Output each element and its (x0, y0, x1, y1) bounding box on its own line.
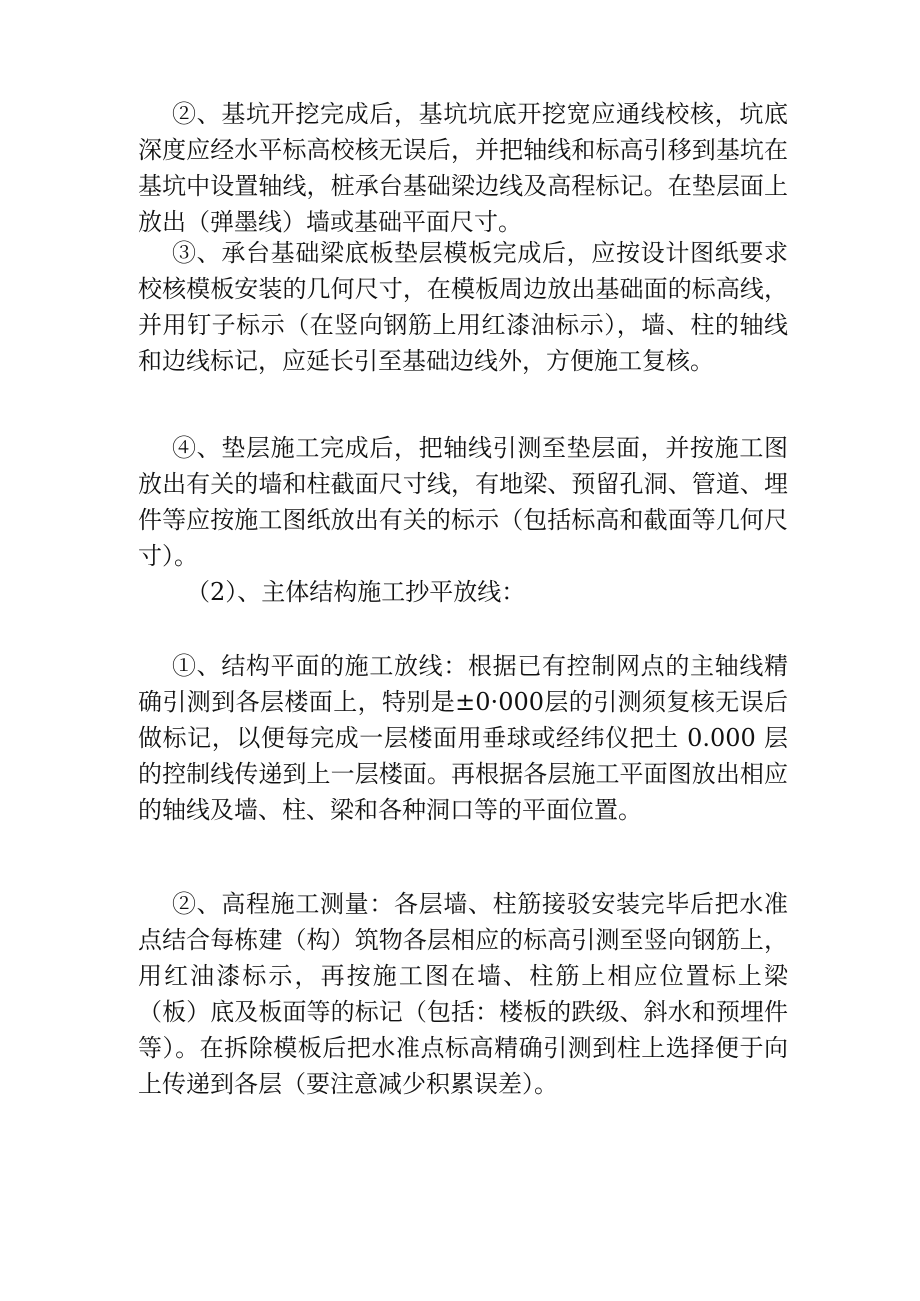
section-heading-main-structure: （2）、主体结构施工抄平放线： (186, 578, 526, 606)
paragraph-formwork-check: ③、承台基础梁底板垫层模板完成后，应按设计图纸要求校核模板安装的几何尺寸，在模板周边放出基础面的标高线，并用钉子标示（在竖向钢筋上用红漆油标示），墙、柱的轴线和边线标记，应延长引至基础边线外，方便施工复核。 (138, 239, 788, 375)
paragraph-foundation-pit-check: ②、基坑开挖完成后，基坑坑底开挖宽应通线校核，坑底深度应经水平标高校核无误后，并把轴线和标高引移到基坑在基坑中设置轴线，桩承台基础梁边线及高程标记。在垫层面上放出（弹墨线）墙或基础平面尺寸。 (138, 100, 788, 236)
paragraph-elevation-survey: ②、高程施工测量：各层墙、柱筋接驳安装完毕后把水准点结合每栋建（构）筑物各层相应的标高引测至竖向钢筋上，用红油漆标示，再按施工图在墙、柱筋上相应位置标上梁（板）底及板面等的标记（包括：楼板的跌级、斜水和预埋件等）。在拆除模板后把水准点标高精确引测到柱上选择便于向上传递到各层（要注意减少积累误差）。 (138, 890, 788, 1098)
paragraph-cushion-layer: ④、垫层施工完成后，把轴线引测至垫层面，并按施工图放出有关的墙和柱截面尺寸线，有地梁、预留孔洞、管道、埋件等应按施工图纸放出有关的标示（包括标高和截面等几何尺寸）。 (138, 434, 788, 570)
paragraph-structural-layout: ①、结构平面的施工放线：根据已有控制网点的主轴线精确引测到各层楼面上，特别是±0·000层的引测须复核无误后做标记，以便每完成一层楼面用垂球或经纬仪把土 0.000 层的控制线传递到上一层楼面。再根据各层施工平面图放出相应的轴线及墙、柱、梁和各种洞口等的平面位置。 (138, 652, 788, 824)
